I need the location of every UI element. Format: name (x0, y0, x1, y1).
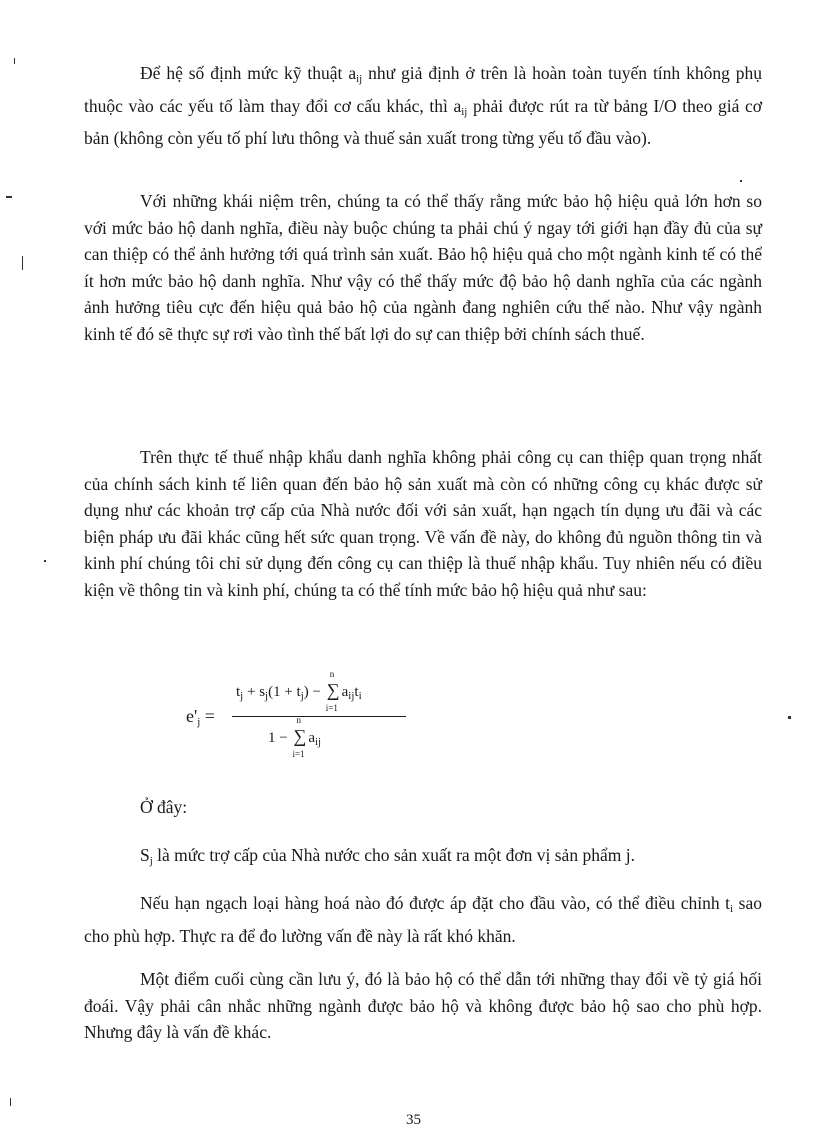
paragraph-6: Nếu hạn ngạch loại hàng hoá nào đó được áp đặt cho đầu vào, có thể điều chỉnh $t_i$ sao cho phù hợp. Thực ra để đo lường vấn đề này là rất khó khăn. (84, 893, 763, 946)
sigma-symbol: n ∑ i=1 (292, 715, 307, 759)
scan-speck (788, 716, 791, 719)
sigma-symbol: n ∑ i=1 (325, 669, 340, 713)
scan-speck (22, 256, 23, 270)
formula-numerator: $t_j + s_j(1 + t_j)$ − n ∑ i=1 $a_{ij}t_i$ (236, 669, 362, 713)
scan-speck (10, 1098, 11, 1106)
paragraph-3: Trên thực tế thuế nhập khẩu danh nghĩa không phải công cụ can thiệp quan trọng nhất của chính sách kinh tế liên quan đến bảo hộ sản xuất mà còn có những công cụ khác được sử dụng như các khoản trợ cấp của Nhà nước đối với sản xuất, hạn ngạch tín dụng ưu đãi và các biện pháp ưu đãi khác cũng hết sức quan trọng. Về vấn đề này, do không đủ nguồn thông tin và kinh phí chúng tôi chỉ sử dụng đến công cụ can thiệp là thuế nhập khẩu. Tuy nhiên nếu có điều kiện về thông tin và kinh phí, chúng ta có thể tính mức bảo hộ hiệu quả như sau: (84, 447, 762, 600)
scan-speck (14, 58, 15, 64)
page-number: 35 (406, 1112, 421, 1128)
paragraph-1: Để hệ số định mức kỹ thuật $a_{ij}$ như giả định ở trên là hoàn toàn tuyến tính không phụ thuộc vào các yếu tố làm thay đổi cơ cấu khác, thì $a_{ij}$ phải được rút ra từ bảng I/O theo giá cơ bản (không còn yếu tố phí lưu thông và thuế sản xuất trong từng yếu tố đầu vào). (84, 63, 762, 148)
formula-lhs: $e'_j$ = (186, 706, 215, 728)
fraction-bar (232, 716, 406, 717)
paragraph-7: Một điểm cuối cùng cần lưu ý, đó là bảo hộ có thể dẫn tới những thay đổi về tỷ giá hối đoái. Vậy phải cân nhắc những ngành được bảo hộ và không được bảo hộ sao cho phù hợp. Nhưng đây là vấn đề khác. (84, 969, 762, 1042)
paragraph-4: Ở đây: (140, 797, 188, 817)
scan-speck (6, 196, 12, 198)
scan-speck (44, 560, 46, 562)
formula-denominator: 1 − n ∑ i=1 $a_{ij}$ (268, 715, 322, 759)
paragraph-2: Với những khái niệm trên, chúng ta có thể thấy rằng mức bảo hộ hiệu quả lớn hơn so với mức bảo hộ danh nghĩa, điều này buộc chúng ta phải chú ý ngay tới giới hạn đầy đủ của sự can thiệp có thể ảnh hưởng tới quá trình sản xuất. Bảo hộ hiệu quả cho một ngành kinh tế có thể ít hơn mức bảo hộ danh nghĩa. Như vậy có thể thấy mức độ bảo hộ danh nghĩa của các ngành ảnh hưởng tiêu cực đến hiệu quả bảo hộ của ngành đang nghiên cứu thế nào. Như vậy ngành kinh tế đó sẽ thực sự rơi vào tình thế bất lợi do sự can thiệp bởi chính sách thuế. (84, 191, 762, 344)
scan-speck (740, 180, 742, 182)
paragraph-5: $S_j$ là mức trợ cấp của Nhà nước cho sản xuất ra một đơn vị sản phẩm j. (140, 845, 635, 867)
effective-protection-formula (186, 669, 376, 776)
